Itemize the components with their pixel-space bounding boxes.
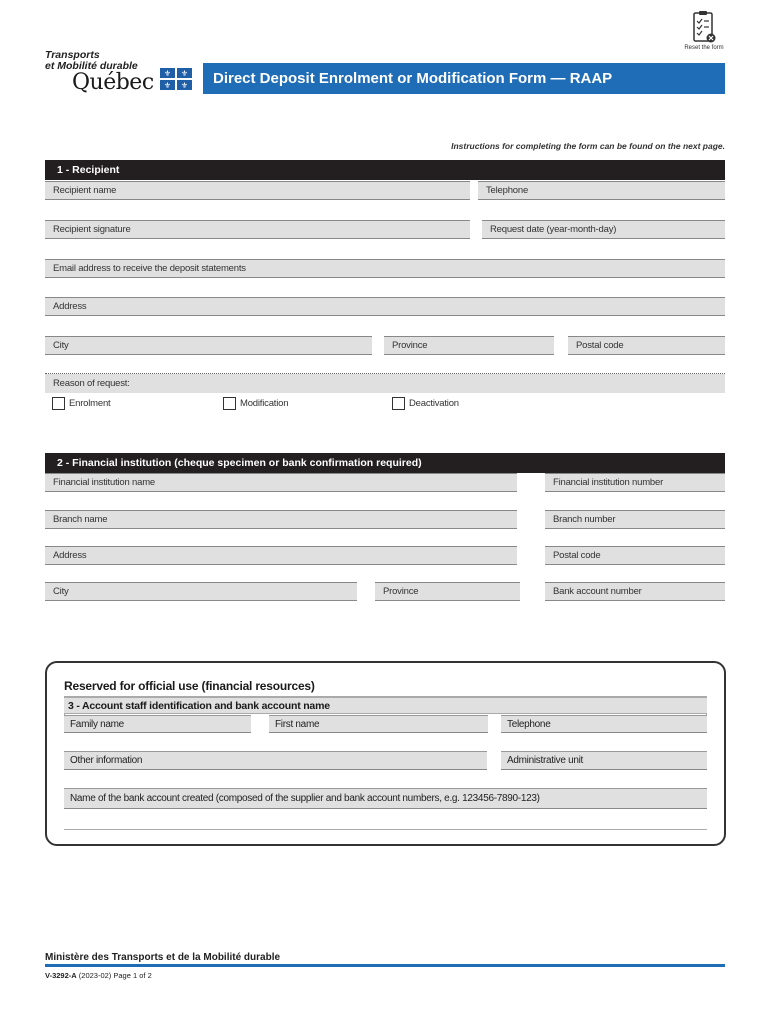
clipboard-reset-icon bbox=[692, 10, 716, 44]
institution-city-label: City bbox=[45, 582, 357, 600]
instructions-note: Instructions for completing the form can be found on the next page. bbox=[451, 141, 725, 151]
form-code: V-3292-A bbox=[45, 971, 77, 980]
province-label: Province bbox=[384, 336, 554, 354]
institution-number-input[interactable] bbox=[545, 491, 725, 510]
institution-postal-code-label: Postal code bbox=[545, 546, 725, 564]
institution-province-label: Province bbox=[375, 582, 520, 600]
admin-unit-label: Administrative unit bbox=[501, 751, 707, 769]
email-label: Email address to receive the deposit statements bbox=[45, 259, 725, 277]
deactivation-label: Deactivation bbox=[409, 398, 459, 409]
branch-name-label: Branch name bbox=[45, 510, 517, 528]
request-date-label: Request date (year-month-day) bbox=[482, 220, 725, 238]
logo-quebec: Québec bbox=[72, 70, 154, 95]
section1-title: 1 - Recipient bbox=[57, 164, 120, 176]
recipient-name-label: Recipient name bbox=[45, 181, 470, 199]
footer-ministry: Ministère des Transports et de la Mobilité durable bbox=[45, 952, 281, 963]
institution-postal-code-input[interactable] bbox=[545, 564, 725, 582]
modification-label: Modification bbox=[240, 398, 289, 409]
branch-name-input[interactable] bbox=[45, 528, 517, 546]
staff-telephone-input[interactable] bbox=[501, 732, 707, 751]
official-use-title: Reserved for official use (financial resources) bbox=[64, 679, 315, 693]
address-input[interactable] bbox=[45, 315, 725, 335]
enrolment-label: Enrolment bbox=[69, 398, 111, 409]
institution-name-input[interactable] bbox=[45, 491, 517, 510]
city-label: City bbox=[45, 336, 372, 354]
reason-label: Reason of request: bbox=[45, 374, 725, 393]
institution-city-input[interactable] bbox=[45, 600, 357, 618]
form-title-bar bbox=[203, 63, 725, 94]
branch-number-label: Branch number bbox=[545, 510, 725, 528]
logo-line2: et Mobilité durable bbox=[45, 60, 138, 72]
section2-title: 2 - Financial institution (cheque specimen or bank confirmation required) bbox=[57, 457, 422, 469]
bank-account-name-input[interactable] bbox=[64, 808, 707, 829]
reason-enrolment[interactable] bbox=[52, 397, 111, 410]
footer-form-info bbox=[45, 971, 152, 980]
province-input[interactable] bbox=[384, 354, 554, 373]
modification-checkbox[interactable] bbox=[223, 397, 236, 410]
form-title: Direct Deposit Enrolment or Modification Form — RAAP bbox=[213, 70, 613, 87]
city-input[interactable] bbox=[45, 354, 372, 373]
institution-name-label: Financial institution name bbox=[45, 473, 517, 491]
address-label: Address bbox=[45, 297, 725, 315]
admin-unit-input[interactable] bbox=[501, 769, 707, 788]
reset-form-button[interactable] bbox=[682, 10, 726, 51]
staff-telephone-label: Telephone bbox=[501, 715, 707, 732]
telephone-input[interactable] bbox=[478, 199, 725, 219]
institution-address-input[interactable] bbox=[45, 564, 517, 582]
family-name-input[interactable] bbox=[64, 732, 251, 751]
recipient-name-input[interactable] bbox=[45, 199, 470, 219]
account-number-label: Bank account number bbox=[545, 582, 725, 600]
recipient-signature-input[interactable] bbox=[45, 238, 470, 258]
reason-modification[interactable] bbox=[223, 397, 288, 410]
other-info-label: Other information bbox=[64, 751, 487, 769]
request-date-input[interactable] bbox=[482, 238, 725, 258]
first-name-input[interactable] bbox=[269, 732, 488, 751]
section3-title: 3 - Account staff identification and bank account name bbox=[68, 699, 330, 712]
logo bbox=[45, 50, 138, 72]
section1-header bbox=[45, 160, 725, 180]
deactivation-checkbox[interactable] bbox=[392, 397, 405, 410]
reason-deactivation[interactable] bbox=[392, 397, 459, 410]
account-number-input[interactable] bbox=[545, 600, 725, 618]
reset-form-label: Reset the form bbox=[684, 45, 724, 51]
fleurdelise-icon: ⚜ ⚜ ⚜ ⚜ bbox=[160, 68, 192, 90]
form-meta: (2023-02) Page 1 of 2 bbox=[78, 971, 152, 980]
other-info-input[interactable] bbox=[64, 769, 487, 788]
section2-header bbox=[45, 453, 725, 473]
institution-province-input[interactable] bbox=[375, 600, 520, 618]
footer-divider bbox=[45, 964, 725, 967]
first-name-label: First name bbox=[269, 715, 488, 732]
email-input[interactable] bbox=[45, 277, 725, 297]
section3-header bbox=[64, 697, 707, 714]
institution-number-label: Financial institution number bbox=[545, 473, 725, 491]
logo-line1: Transports bbox=[45, 49, 100, 61]
enrolment-checkbox[interactable] bbox=[52, 397, 65, 410]
recipient-signature-label: Recipient signature bbox=[45, 220, 470, 238]
family-name-label: Family name bbox=[64, 715, 251, 732]
postal-code-input[interactable] bbox=[568, 354, 725, 373]
branch-number-input[interactable] bbox=[545, 528, 725, 546]
bank-account-name-label: Name of the bank account created (composed of the supplier and bank account numbers, e.g. 123456-7890-123) bbox=[64, 788, 707, 808]
institution-address-label: Address bbox=[45, 546, 517, 564]
postal-code-label: Postal code bbox=[568, 336, 725, 354]
telephone-label: Telephone bbox=[478, 181, 725, 199]
